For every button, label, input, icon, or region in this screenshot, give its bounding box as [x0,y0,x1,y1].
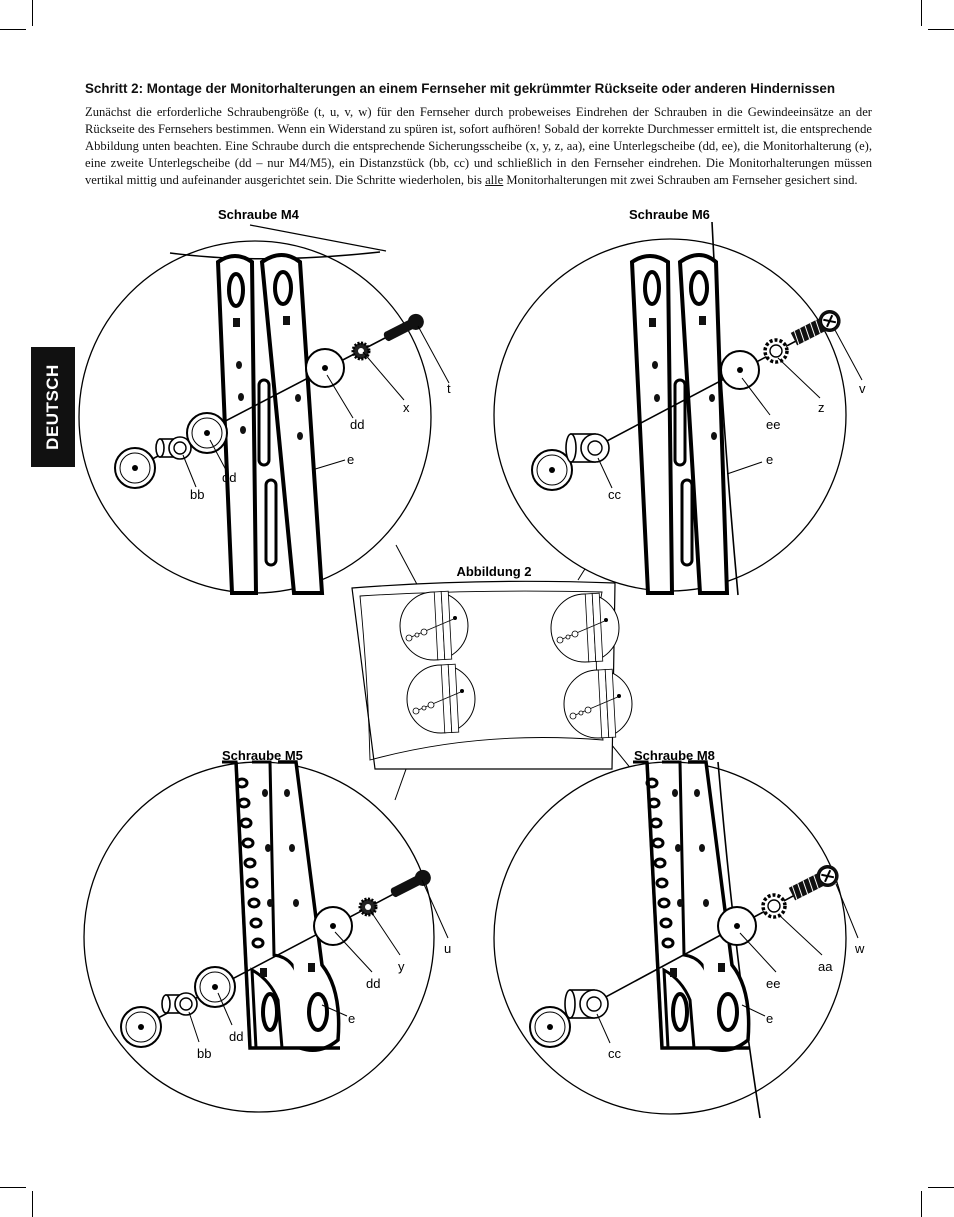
label-cc: cc [608,1046,621,1061]
label-cc: cc [608,487,621,502]
label-w: w [855,941,865,956]
language-tab-label: DEUTSCH [43,364,63,450]
label-v: v [859,381,866,396]
label-bb: bb [190,487,205,502]
label-u: u [444,941,452,956]
instruction-text-main: Zunächst die erforderliche Schraubengröße (t, u, v, w) für den Fernseher durch probeweises Eindrehen der Schrauben in die Gewindeeinsätze an der Rückseite des Fernsehers bestimmen. Wenn ein Widerstand zu spüren ist, sofort aufhören! Sobald der korrekte Durchmesser ermittelt ist, die entsprechende Abbildung unten beachten. Eine Schraube durch die entsprechende Sicherungsscheibe (x, y, z, aa), eine Unterlegscheibe (dd, ee), die Monitorhalterung (e), eine zweite Unterlegscheibe (dd – nur M4/M5), ein Distanzstück (bb, cc) und schließlich in den Fernseher eindrehen. Die Monitorhalterungen müssen vertikal mittig und aufeinander ausgerichtet sein. Die Schritte wiederholen, bis [85,105,872,187]
label-dd: dd [350,417,365,432]
label-dd: dd [229,1029,244,1044]
label-dd: dd [222,470,237,485]
panel-m8 [494,762,858,1118]
panel-m6-title: Schraube M6 [629,207,710,222]
panel-m5 [84,762,448,1112]
label-ee: ee [766,976,781,991]
instruction-text-emphasis: alle [485,173,504,187]
figure-caption: Abbildung 2 [456,564,532,579]
label-z: z [818,400,825,415]
label-ee: ee [766,417,781,432]
instruction-text-end: Monitorhalterungen mit zwei Schrauben am Fernseher gesichert sind. [503,173,858,187]
label-aa: aa [818,959,833,974]
label-e: e [348,1011,356,1026]
panel-m8-title: Schraube M8 [634,748,715,763]
step-heading: Schritt 2: Montage der Monitorhalterungen an einem Fernseher mit gekrümmter Rückseite oder anderen Hindernissen [85,81,836,96]
label-dd: dd [366,976,381,991]
label-t: t [447,381,451,396]
panel-m6 [494,222,862,595]
label-x: x [403,400,410,415]
label-e: e [766,452,774,467]
label-bb: bb [197,1046,212,1061]
label-y: y [398,959,405,974]
panel-m5-title: Schraube M5 [222,748,303,763]
label-e: e [347,452,355,467]
tv-overview [352,581,632,769]
panel-m4-title: Schraube M4 [218,207,299,222]
label-e: e [766,1011,774,1026]
panel-m4 [79,225,449,593]
